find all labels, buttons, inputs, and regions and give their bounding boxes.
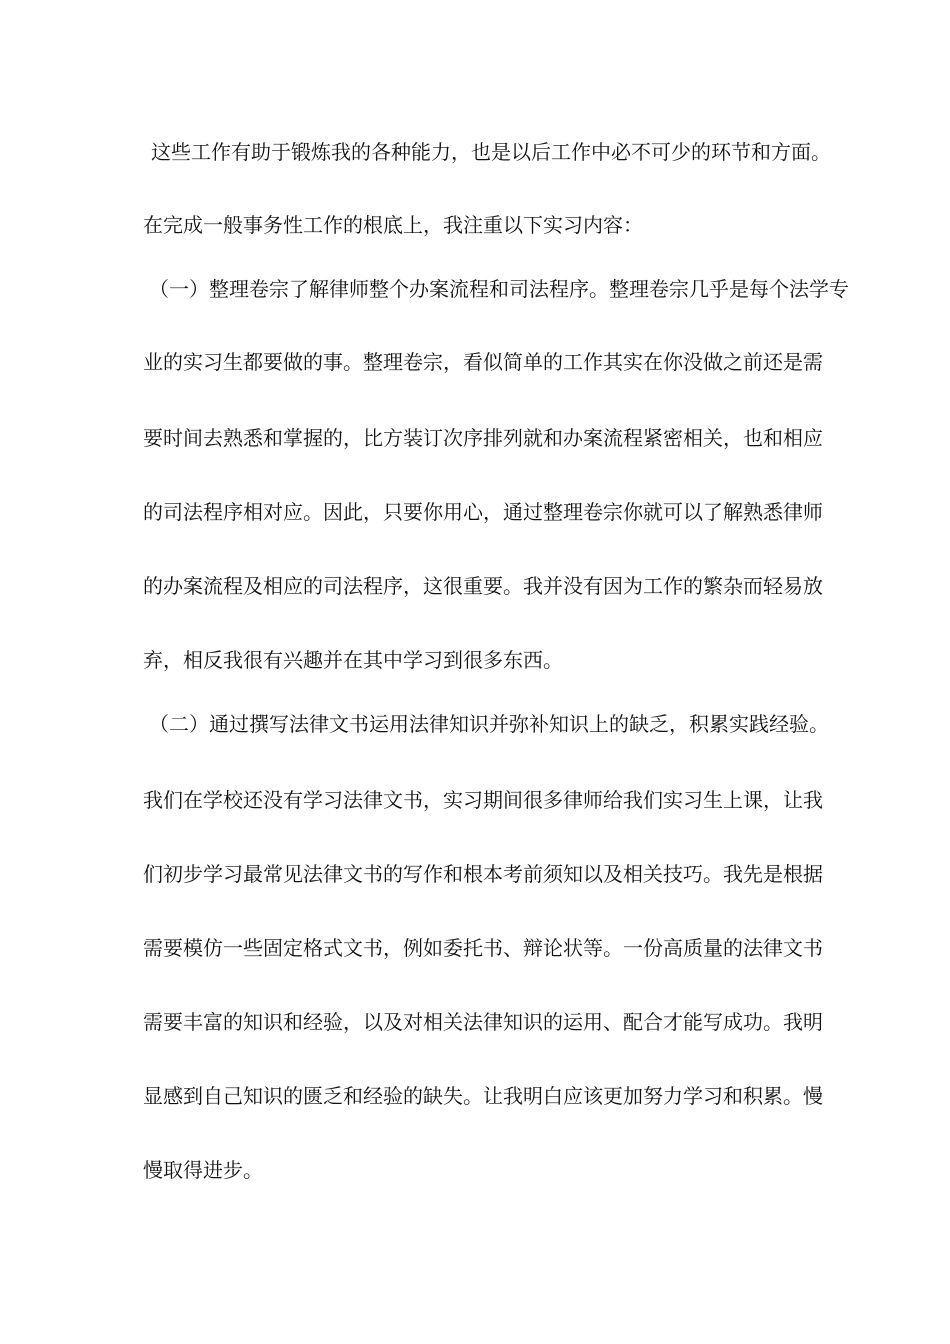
text-line: 在完成一般事务性工作的根底上，我注重以下实习内容： (143, 213, 643, 237)
text-line: 的司法程序相对应。因此，只要你用心，通过整理卷宗你就可以了解熟悉律师 (143, 500, 823, 524)
text-line: 业的实习生都要做的事。整理卷宗，看似简单的工作其实在你没做之前还是需 (143, 350, 823, 374)
section-heading-2: （二）通过撰写法律文书运用法律知识并弥补知识上的缺乏，积累实践经验。 (149, 712, 829, 736)
text-line: 显感到自己知识的匮乏和经验的缺失。让我明白应该更加努力学习和积累。慢 (143, 1084, 823, 1108)
text-line: 弃，相反我很有兴趣并在其中学习到很多东西。 (143, 648, 563, 672)
text-line: 需要丰富的知识和经验，以及对相关法律知识的运用、配合才能写成功。我明 (143, 1010, 823, 1034)
text-line: 们初步学习最常见法律文书的写作和根本考前须知以及相关技巧。我先是根据 (143, 862, 823, 886)
section-heading-1: （一）整理卷宗了解律师整个办案流程和司法程序。整理卷宗几乎是每个法学专 (149, 277, 849, 301)
text-line: 要时间去熟悉和掌握的，比方装订次序排列就和办案流程紧密相关，也和相应 (143, 426, 823, 450)
text-line: 慢取得进步。 (143, 1158, 263, 1182)
text-line: 这些工作有助于锻炼我的各种能力，也是以后工作中必不可少的环节和方面。 (151, 140, 831, 164)
text-line: 我们在学校还没有学习法律文书，实习期间很多律师给我们实习生上课，让我 (143, 788, 823, 812)
text-line: 的办案流程及相应的司法程序，这很重要。我并没有因为工作的繁杂而轻易放 (143, 574, 823, 598)
text-line: 需要模仿一些固定格式文书，例如委托书、辩论状等。一份高质量的法律文书 (143, 936, 823, 960)
